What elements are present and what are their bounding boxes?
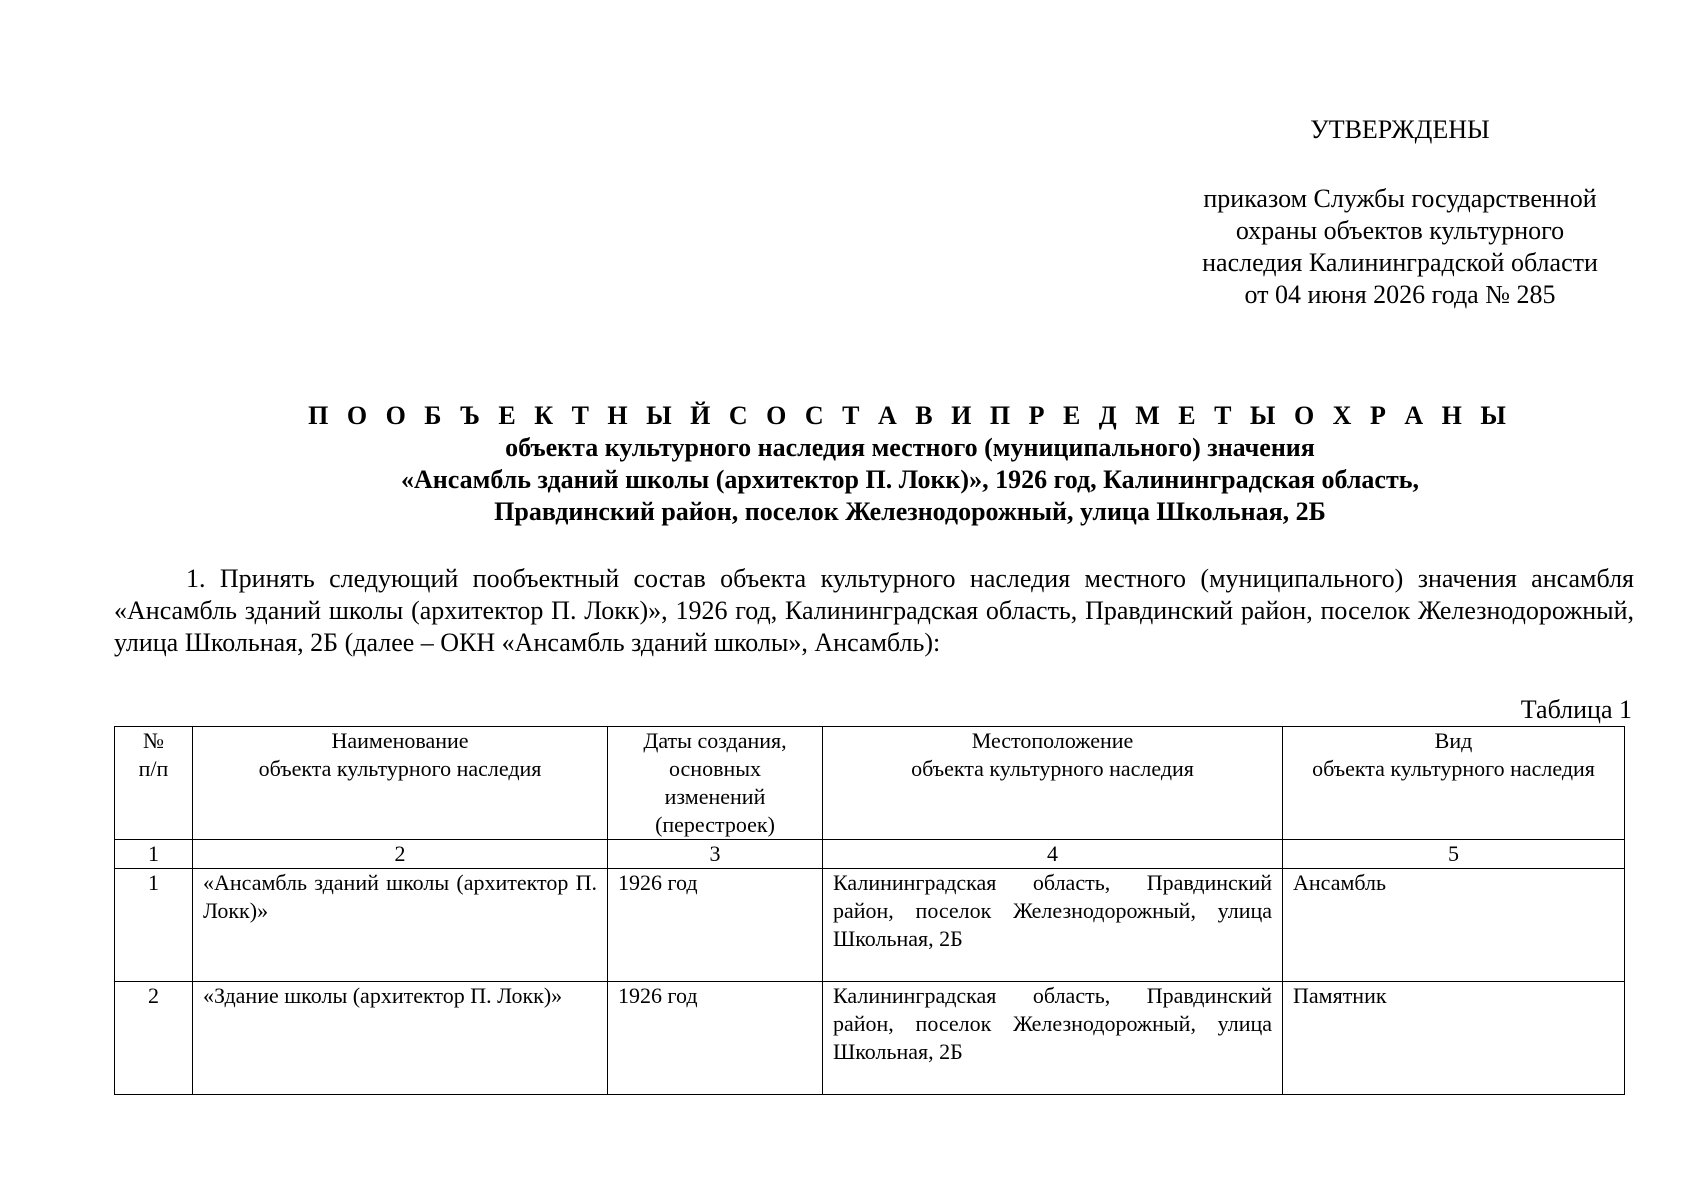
title-line: «Ансамбль зданий школы (архитектор П. Локк)», 1926 год, Калининградская область,	[401, 465, 1419, 494]
order-line: охраны объектов культурного	[1235, 216, 1565, 245]
table-caption: Таблица 1	[1520, 695, 1632, 724]
column-number: 4	[823, 840, 1283, 869]
title-line: П О О Б Ъ Е К Т Н Ы Й С О С Т А В И П Р Е Д М Е Т Ы О Х Р А Н Ы	[308, 401, 1512, 430]
header-text: (перестроек)	[655, 812, 775, 837]
object-type: Памятник	[1283, 982, 1625, 1095]
header-text: №	[143, 728, 164, 753]
order-line: приказом Службы государственной	[1203, 184, 1597, 213]
column-number: 5	[1283, 840, 1625, 869]
column-number: 1	[115, 840, 193, 869]
title-line: Правдинский район, поселок Железнодорожный, улица Школьная, 2Б	[494, 497, 1326, 526]
header-text: п/п	[138, 756, 169, 781]
order-line: наследия Калининградской области	[1202, 248, 1598, 277]
approval-order-block	[1150, 183, 1650, 311]
column-number: 3	[608, 840, 823, 869]
header-text: объекта культурного наследия	[258, 756, 542, 781]
heritage-table	[114, 726, 1625, 1095]
column-number-row	[115, 840, 1625, 869]
header-cell	[115, 727, 193, 840]
column-number: 2	[193, 840, 608, 869]
header-cell	[193, 727, 608, 840]
header-text: Местоположение	[971, 728, 1134, 753]
table-header-row	[115, 727, 1625, 840]
row-number: 2	[115, 982, 193, 1095]
document-title	[210, 400, 1610, 528]
header-text: объекта культурного наследия	[911, 756, 1194, 781]
object-date: 1926 год	[608, 982, 823, 1095]
header-cell	[608, 727, 823, 840]
title-line: объекта культурного наследия местного (муниципального) значения	[505, 433, 1315, 462]
object-type: Ансамбль	[1283, 869, 1625, 982]
object-location: Калининградская область, Правдинский район, поселок Железнодорожный, улица Школьная, 2Б	[823, 982, 1283, 1095]
body-paragraph: 1. Принять следующий пообъектный состав объекта культурного наследия местного (муниципального) значения ансамбля «Ансамбль зданий школы (архитектор П. Локк)», 1926 год, Калининградская область, Правдинский район, поселок Железнодорожный, улица Школьная, 2Б (далее – ОКН «Ансамбль зданий школы», Ансамбль):	[114, 564, 1634, 657]
object-date: 1926 год	[608, 869, 823, 982]
header-text: Наименование	[331, 728, 469, 753]
approval-stamp-title: УТВЕРЖДЕНЫ	[1310, 115, 1490, 144]
order-line: от 04 июня 2026 года № 285	[1244, 280, 1556, 309]
row-number: 1	[115, 869, 193, 982]
header-text: основных	[668, 756, 762, 781]
header-cell	[823, 727, 1283, 840]
object-name: «Ансамбль зданий школы (архитектор П. Локк)»	[193, 869, 608, 982]
header-text: изменений	[664, 784, 766, 809]
header-text: Даты создания,	[643, 728, 787, 753]
header-text: Вид	[1434, 728, 1473, 753]
header-cell	[1283, 727, 1625, 840]
table-row	[115, 982, 1625, 1095]
header-text: объекта культурного наследия	[1312, 756, 1595, 781]
object-name: «Здание школы (архитектор П. Локк)»	[193, 982, 608, 1095]
object-location: Калининградская область, Правдинский район, поселок Железнодорожный, улица Школьная, 2Б	[823, 869, 1283, 982]
table-row	[115, 869, 1625, 982]
